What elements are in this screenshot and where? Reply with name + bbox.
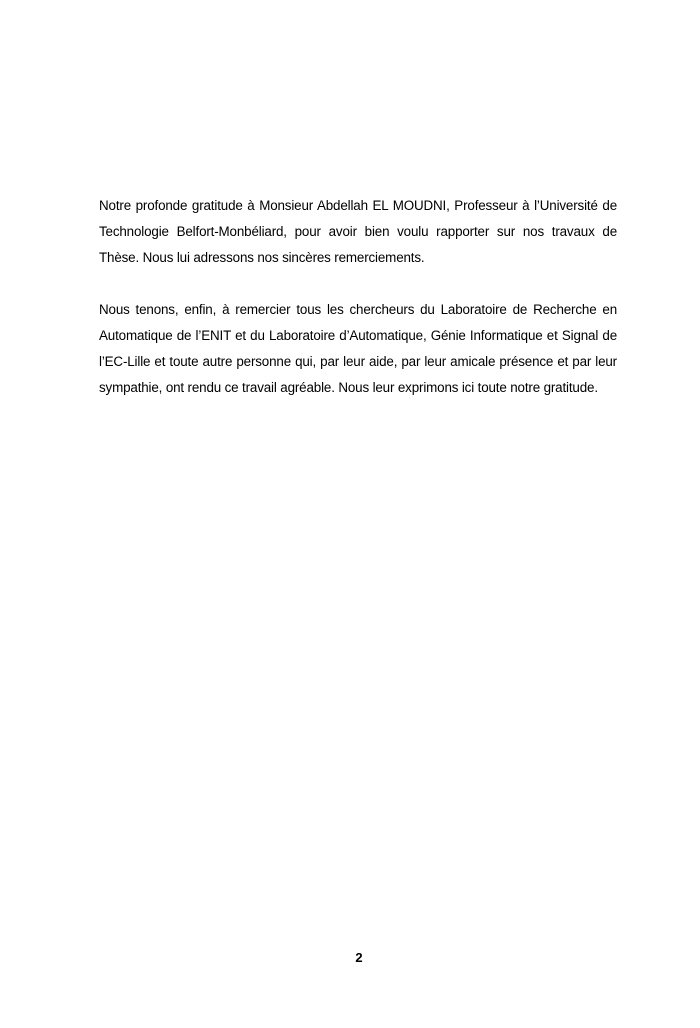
paragraph-gratitude-rapporteur: Notre profonde gratitude à Monsieur Abdellah EL MOUDNI, Professeur à l’Université de Technologie Belfort-Monbéliard, pour avoir bien voulu rapporter sur nos travaux de Thèse. Nous lui adressons nos sincères remerciements. xyxy=(99,198,617,265)
paragraph-thanks-researchers: Nous tenons, enfin, à remercier tous les chercheurs du Laboratoire de Recherche en Automatique de l’ENIT et du Laboratoire d’Automatique, Génie Informatique et Signal de l’EC-Lille et toute autre personne qui, par leur aide, par leur amicale présence et par leur sympathie, ont rendu ce travail agréable. Nous leur exprimons ici toute notre gratitude. xyxy=(99,302,617,395)
acknowledgements-body xyxy=(99,193,617,401)
page-number: 2 xyxy=(355,950,363,965)
